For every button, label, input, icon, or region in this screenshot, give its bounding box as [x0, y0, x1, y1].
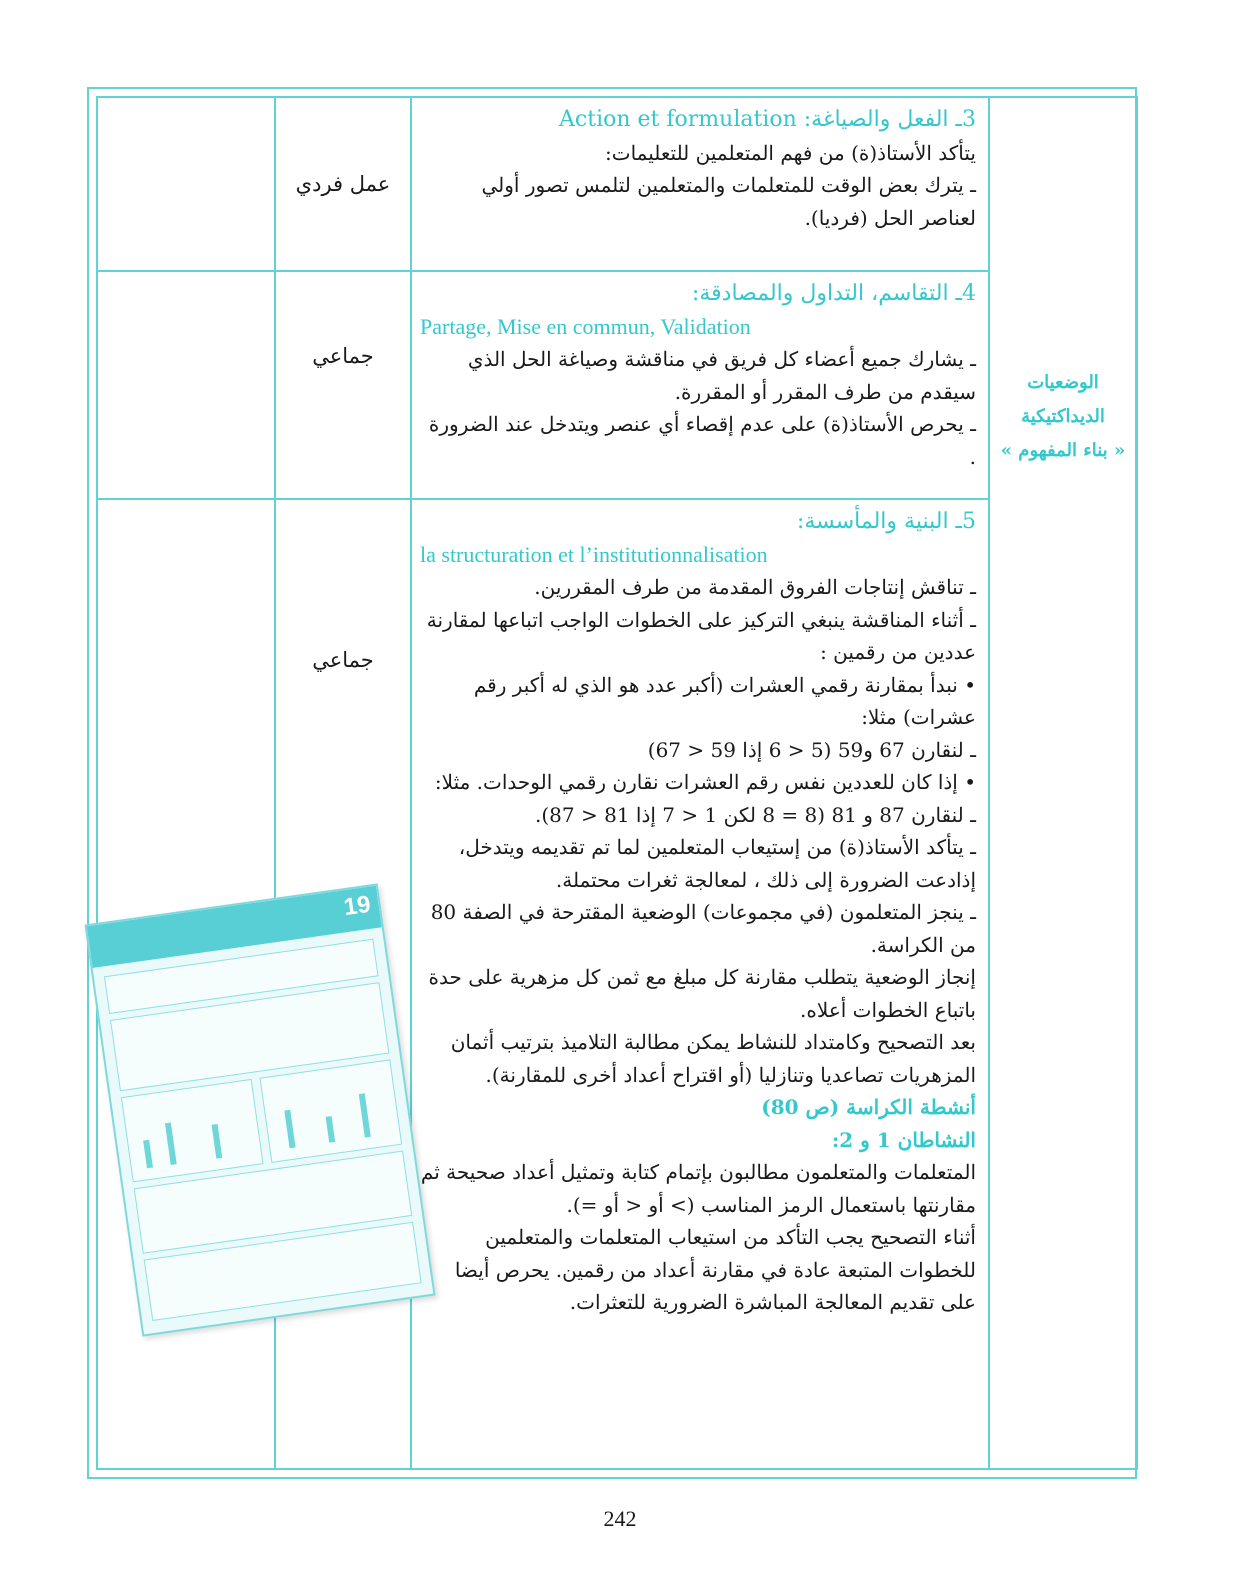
paragraph: ـ يحرص الأستاذ(ة) على عدم إقصاء أي عنصر ويتدخل عند الضرورة . — [428, 412, 976, 469]
work-mode: عمل فردي — [295, 172, 391, 196]
content-cell — [411, 499, 989, 1469]
activities-heading: النشاطان 1 و 2: — [831, 1127, 976, 1152]
section-heading-fr: Action et formulation — [559, 107, 797, 132]
table-row — [97, 271, 1137, 499]
paragraph: ـ تناقش إنتاجات الفروق المقدمة من طرف المقررين. — [534, 575, 976, 599]
paragraph: بعد التصحيح وكامتداد للنشاط يمكن مطالبة التلاميذ بترتيب أثمان المزهريات تصاعديا وتنازليا (أو اقتراح أعداد أخرى للمقارنة). — [450, 1030, 976, 1087]
work-mode-cell — [275, 271, 411, 499]
situation-line: الوضعيات — [1027, 372, 1099, 393]
empty-cell — [97, 97, 275, 271]
content-cell — [411, 271, 989, 499]
work-mode: جماعي — [312, 648, 374, 672]
paragraph: ـ أثناء المناقشة ينبغي التركيز على الخطوات الواجب اتباعها لمقارنة عددين من رقمين : — [426, 607, 976, 664]
section-heading-ar: 5ـ البنية والمأسسة: — [796, 509, 976, 534]
paragraph: • نبدأ بمقارنة رقمي العشرات (أكبر عدد هو الذي له أكبر رقم عشرات) مثلا: — [473, 672, 976, 729]
work-mode: جماعي — [312, 344, 374, 368]
thumbnail-block — [121, 1079, 264, 1183]
paragraph: إنجاز الوضعية يتطلب مقارنة كل مبلغ مع ثمن كل مزهرية على حدة باتباع الخطوات أعلاه. — [428, 965, 976, 1022]
section-heading-ar: 4ـ التقاسم، التداول والمصادقة: — [691, 281, 976, 306]
content-cell — [411, 97, 989, 271]
paragraph: • إذا كان للعددين نفس رقم العشرات نقارن رقمي الوحدات. مثلا: — [434, 770, 976, 794]
paragraph: ـ يشارك جميع أعضاء كل فريق في مناقشة وصياغة الحل الذي سيقدم من طرف المقرر أو المقررة. — [467, 347, 976, 404]
notebook-heading: أنشطة الكراسة (ص 80) — [761, 1095, 976, 1119]
section-heading-ar: 3ـ الفعل والصياغة: — [803, 107, 976, 132]
empty-cell — [97, 271, 275, 499]
paragraph: أثناء التصحيح يجب التأكد من استيعاب المتعلمات والمتعلمين للخطوات المتبعة عادة في مقارنة أعداد من رقمين. يحرص أيضا على تقديم المعالجة المباشرة الضرورية للتعثرات. — [454, 1225, 976, 1314]
paragraph: ـ لنقارن 67 و59 (5 < 6 إذا 59 < 67) — [647, 737, 976, 762]
section-heading-fr: Partage, Mise en commun, Validation — [420, 313, 751, 339]
paragraph: يتأكد الأستاذ(ة) من فهم المتعلمين للتعليمات: — [605, 140, 976, 165]
situation-line: « بناء المفهوم » — [1000, 440, 1126, 461]
paragraph: ـ لنقارن 87 و 81 (8 = 8 لكن 1 < 7 إذا 81 < 87). — [535, 802, 976, 827]
paragraph: المتعلمات والمتعلمون مطالبون بإتمام كتابة وتمثيل أعداد صحيحة ثم مقارنتها باستعمال الرمز المناسب (> أو < أو =). — [420, 1160, 976, 1217]
thumbnail-block — [260, 1059, 403, 1163]
thumbnail-lesson-number: 19 — [342, 890, 373, 922]
paragraph: ـ يتأكد الأستاذ(ة) من إستيعاب المتعلمين لما تم تقديمه ويتدخل، إذادعت الضرورة إلى ذلك ، لمعالجة ثغرات محتملة. — [458, 835, 976, 892]
paragraph: ـ يترك بعض الوقت للمتعلمات والمتعلمين لتلمس تصور أولي لعناصر الحل (فرديا). — [481, 173, 976, 230]
paragraph: ـ ينجز المتعلمون (في مجموعات) الوضعية المقترحة في الصفة 80 من الكراسة. — [430, 900, 976, 957]
section-heading — [420, 104, 976, 137]
workbook-page-thumbnail — [84, 883, 435, 1336]
table-row — [97, 97, 1137, 271]
situation-cell — [989, 97, 1137, 1469]
page-number: 242 — [603, 1506, 637, 1531]
section-heading-fr: la structuration et l’institutionnalisation — [420, 541, 768, 567]
situation-line: الديداكتيكية — [1021, 406, 1105, 427]
work-mode-cell — [275, 97, 411, 271]
